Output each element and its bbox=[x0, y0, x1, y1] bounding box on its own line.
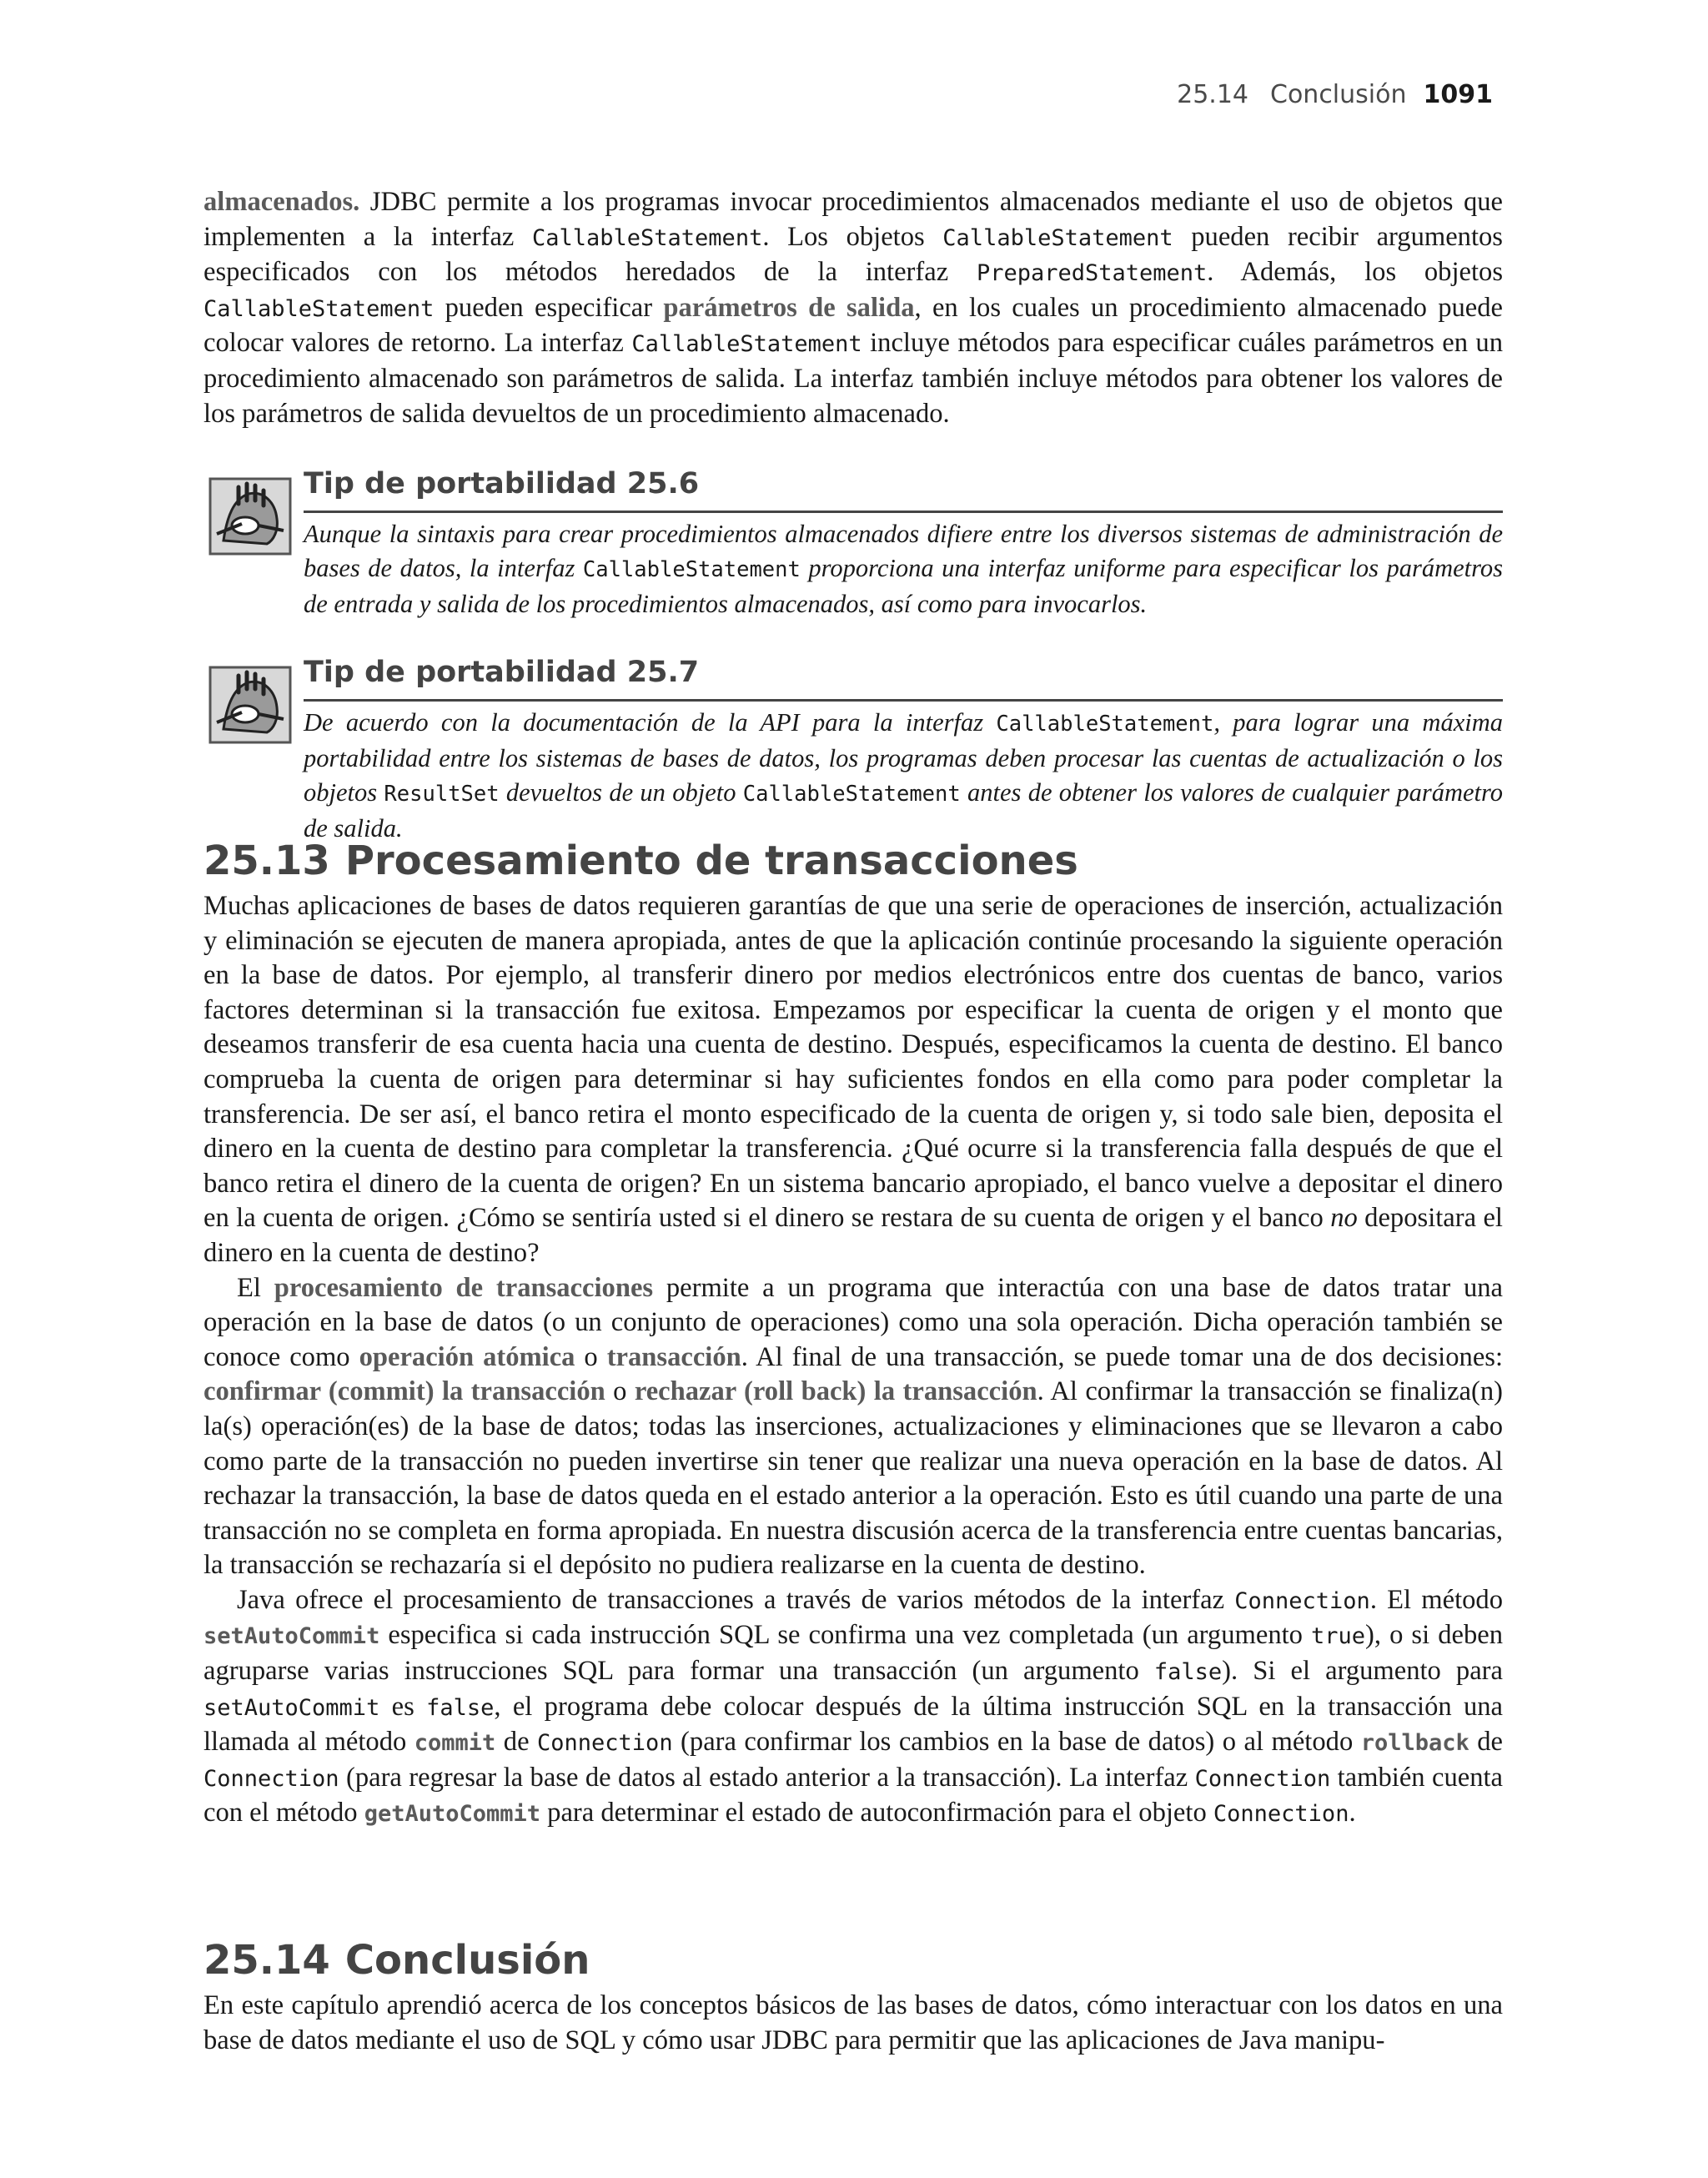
text: o bbox=[605, 1376, 635, 1407]
code-term: ResultSet bbox=[384, 782, 500, 807]
text: (para regresar la base de datos al estado anterior a la transacción). La interfaz bbox=[339, 1762, 1195, 1793]
page-number: 1091 bbox=[1423, 80, 1493, 109]
key-term: confirmar (commit) la transacción bbox=[203, 1376, 605, 1407]
code-term: CallableStatement bbox=[203, 295, 435, 322]
code-term: false bbox=[426, 1694, 495, 1721]
text: depositara el dinero en la cuenta de destino? bbox=[203, 1203, 1503, 1268]
term-stored-procedures: almacenados. bbox=[203, 187, 360, 217]
key-term: procesamiento de transacciones bbox=[274, 1272, 654, 1303]
code-term: setAutoCommit bbox=[203, 1694, 380, 1721]
section-heading-25-13 bbox=[203, 837, 1078, 884]
code-term: CallableStatement bbox=[742, 782, 961, 807]
key-term: operación atómica bbox=[359, 1341, 575, 1372]
code-term: CallableStatement bbox=[531, 224, 763, 251]
code-term: true bbox=[1311, 1623, 1366, 1650]
text: pueden recibir argumentos especificados con los métodos heredados de la interfaz bbox=[203, 221, 1503, 288]
text: . Además, los objetos bbox=[1207, 257, 1504, 288]
tip-text bbox=[304, 706, 1503, 846]
code-term: Connection bbox=[537, 1730, 673, 1757]
key-term: transacción bbox=[606, 1341, 741, 1372]
section-number: 25.13 bbox=[203, 837, 330, 884]
code-term: Connection bbox=[1234, 1587, 1370, 1614]
key-code-term: setAutoCommit bbox=[203, 1623, 380, 1650]
code-term: CallableStatement bbox=[582, 557, 801, 582]
text: JDBC permite a los programas invocar procedimientos almacenados mediante el uso de objetos que implementen a la interfaz bbox=[203, 187, 1503, 252]
running-header bbox=[1177, 80, 1493, 109]
portability-tip-icon bbox=[208, 664, 292, 746]
code-term: Connection bbox=[1194, 1765, 1331, 1792]
paragraph bbox=[203, 1271, 1503, 1583]
text: De acuerdo con la documentación de la API para la interfaz bbox=[304, 708, 997, 737]
intro-paragraph bbox=[203, 185, 1503, 431]
text: para determinar el estado de autoconfirmación para el objeto bbox=[540, 1798, 1213, 1828]
tip-title: Tip de portabilidad 25.6 bbox=[304, 467, 700, 500]
text: permite a un programa que interactúa con una base de datos tratar una operación en la base de datos (o un conjunto de operaciones) como una sola operación. Dicha operación también se conoce como bbox=[203, 1272, 1504, 1372]
key-term: rechazar (roll back) la transacción bbox=[634, 1376, 1037, 1407]
tip-title: Tip de portabilidad 25.7 bbox=[304, 656, 700, 689]
text: de bbox=[495, 1727, 538, 1758]
text: Java ofrece el procesamiento de transacciones a través de varios métodos de la interfaz bbox=[237, 1584, 1235, 1615]
text: . El método bbox=[1369, 1584, 1503, 1615]
code-term: PreparedStatement bbox=[976, 260, 1208, 287]
text: también cuenta con el método bbox=[203, 1762, 1503, 1828]
header-section-number: 25.14 bbox=[1177, 80, 1248, 109]
emphasis: no bbox=[1330, 1203, 1358, 1234]
tip-rule bbox=[304, 699, 1503, 702]
header-section-title: Conclusión bbox=[1270, 80, 1407, 109]
text: o bbox=[575, 1341, 607, 1372]
code-term: Connection bbox=[203, 1765, 339, 1792]
text: El bbox=[237, 1272, 274, 1303]
section-number: 25.14 bbox=[203, 1937, 330, 1984]
text: especifica si cada instrucción SQL se confirma una vez completada (un argumento bbox=[379, 1620, 1311, 1651]
text: antes de obtener los valores de cualquier parámetro de salida. bbox=[304, 778, 1503, 843]
code-term: CallableStatement bbox=[942, 224, 1173, 251]
text: es bbox=[379, 1691, 427, 1722]
text: . Al confirmar la transacción se finaliza(n) la(s) operación(es) de la base de datos; todas las inserciones, actualizaciones y eliminaciones que se llevaron a cabo como parte de la transacción no pueden invertirse sin tener que realizar una nueva operación en la base de datos. Al rechazar la transacción, la base de datos queda en el estado anterior a la operación. Esto es útil cuando una parte de una transacción no se completa en forma apropiada. En nuestra discusión acerca de la transferencia entre cuentas bancarias, la transacción se rechazaría si el depósito no pudiera realizarse en la cuenta de destino. bbox=[203, 1376, 1504, 1581]
text: incluye métodos para especificar cuáles parámetros en un procedimiento almacenado son parámetros de salida. La interfaz también incluye métodos para obtener los valores de los parámetros de salida devueltos de un procedimiento almacenado. bbox=[203, 328, 1503, 429]
text: Aunque la sintaxis para crear procedimientos almacenados difiere entre los diversos sistemas de administración de bases de datos, la interfaz bbox=[304, 520, 1503, 582]
term-output-parameters: parámetros de salida bbox=[663, 292, 915, 323]
portability-tip-25-7 bbox=[203, 656, 1503, 843]
paragraph: En este capítulo aprendió acerca de los conceptos básicos de las bases de datos, cómo interactuar con los datos en una base de datos mediante el uso de SQL y cómo usar JDBC para permitir que las aplicaciones de Java manipu- bbox=[203, 1990, 1503, 2055]
code-term: CallableStatement bbox=[996, 712, 1214, 737]
text: , en los cuales un procedimiento almacenado puede colocar valores de retorno. La interfaz bbox=[203, 292, 1503, 359]
key-code-term: getAutoCommit bbox=[364, 1801, 541, 1828]
text: ), o si deben agruparse varias instrucciones SQL para formar una transacción (un argumento bbox=[203, 1620, 1503, 1687]
text: proporciona una interfaz uniforme para especificar los parámetros de entrada y salida de los procedimientos almacenados, así como para invocarlos. bbox=[304, 554, 1503, 618]
paragraph bbox=[203, 889, 1503, 1271]
text: devueltos de un objeto bbox=[499, 778, 743, 807]
tip-rule bbox=[304, 511, 1503, 513]
tip-text bbox=[304, 517, 1503, 621]
portability-tip-25-6 bbox=[203, 467, 1503, 626]
portability-tip-icon bbox=[208, 475, 292, 557]
section-title: Procesamiento de transacciones bbox=[344, 837, 1078, 884]
section-25-13-body bbox=[203, 889, 1503, 1832]
text: , el programa debe colocar después de la última instrucción SQL en la transacción una llamada al método bbox=[203, 1691, 1503, 1758]
text: . Al final de una transacción, se puede tomar una de dos decisiones: bbox=[741, 1341, 1504, 1372]
code-term: CallableStatement bbox=[631, 331, 862, 358]
paragraph bbox=[203, 1583, 1503, 1832]
section-heading-25-14 bbox=[203, 1937, 590, 1984]
section-25-14-body bbox=[203, 1989, 1503, 2058]
text: pueden especificar bbox=[434, 292, 664, 323]
text: , para lograr una máxima portabilidad entre los sistemas de bases de datos, los programas deben procesar las cuentas de actualización o los objetos bbox=[304, 708, 1503, 807]
code-term: false bbox=[1153, 1659, 1223, 1686]
text: ). Si el argumento para bbox=[1222, 1656, 1503, 1687]
key-code-term: commit bbox=[414, 1730, 496, 1757]
text: (para confirmar los cambios en la base de datos) o al método bbox=[672, 1727, 1361, 1758]
text: . bbox=[1349, 1798, 1356, 1828]
text: . Los objetos bbox=[762, 221, 943, 252]
key-code-term: rollback bbox=[1360, 1730, 1469, 1757]
section-title: Conclusión bbox=[344, 1937, 590, 1984]
text: Muchas aplicaciones de bases de datos requieren garantías de que una serie de operaciones de inserción, actualización y eliminación se ejecuten de manera apropiada, antes de que la aplicación continúe procesando la siguiente operación en la base de datos. Por ejemplo, al transferir dinero por medios electrónicos entre dos cuentas de banco, varios factores determinan si la transacción fue exitosa. Empezamos por especificar la cuenta de origen y el monto que deseamos transferir de esa cuenta hacia una cuenta de destino. Después, especificamos la cuenta de destino. El banco comprueba la cuenta de origen para determinar si hay suficientes fondos en ella como para poder completar la transferencia. De ser así, el banco retira el monto especificado de la cuenta de origen y, si todo sale bien, deposita el dinero en la cuenta de destino para completar la transferencia. ¿Qué ocurre si la transferencia falla después de que el banco retira el dinero de la cuenta de origen? En un sistema bancario apropiado, el banco vuelve a depositar el dinero en la cuenta de origen. ¿Cómo se sentiría usted si el dinero se restara de su cuenta de origen y el banco bbox=[203, 891, 1503, 1234]
code-term: Connection bbox=[1213, 1801, 1349, 1828]
text: de bbox=[1469, 1727, 1503, 1758]
